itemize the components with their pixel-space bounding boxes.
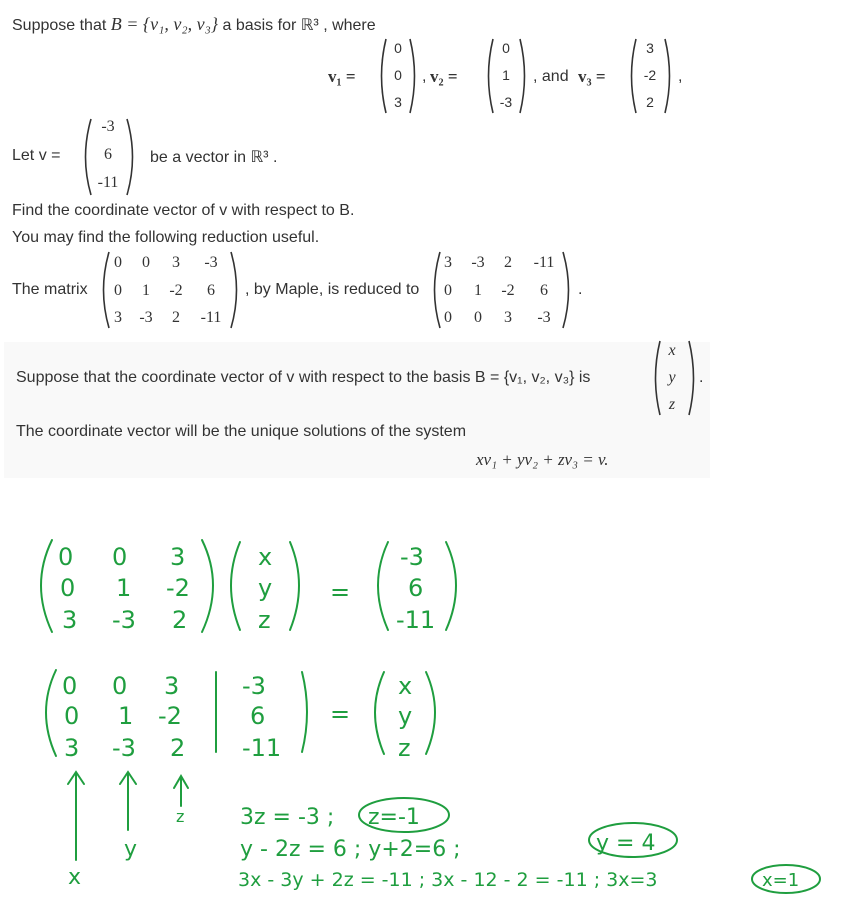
vector-v-entry: 6 <box>104 146 112 163</box>
hint-text: You may find the following reduction useful. <box>12 229 320 246</box>
reduced-cell: 2 <box>504 254 512 271</box>
hand-entry: 1 <box>116 574 132 602</box>
v1-entry: 3 <box>394 94 402 110</box>
arrow <box>68 772 84 860</box>
v1-label: v₁ = <box>328 67 356 86</box>
reduced-cell: -2 <box>501 282 515 299</box>
basis-definition: B = {v₁, v₂, v₃} <box>110 14 219 34</box>
matrix-cell: 0 <box>114 254 122 271</box>
v3-separator: , <box>678 68 683 85</box>
hand-rhs: -3 <box>242 672 266 700</box>
hand-entry: 0 <box>112 672 128 700</box>
hand-var: z <box>398 734 411 762</box>
hand-entry: 3 <box>64 734 80 762</box>
hand-paren <box>426 672 435 754</box>
reduced-cell: 0 <box>444 309 452 326</box>
reduction-middle: , by Maple, is reduced to <box>245 281 420 298</box>
reduction-suffix: . <box>578 281 583 298</box>
hand-var: z <box>258 606 271 634</box>
matrix-cell: 3 <box>172 254 180 271</box>
matrix-cell: 1 <box>142 282 150 299</box>
hand-paren <box>302 672 307 752</box>
step-1: 3z = -3 ; <box>240 805 335 830</box>
hand-var: x <box>398 672 413 700</box>
v2-label: v₂ = <box>430 67 458 86</box>
v2-entry: -3 <box>499 94 513 110</box>
answer-y: y = 4 <box>596 831 656 856</box>
hand-entry: 3 <box>170 543 186 571</box>
hand-var: x <box>258 543 273 571</box>
hand-entry: -2 <box>158 702 182 730</box>
arrow-label-x: x <box>68 865 82 890</box>
arrow <box>174 776 188 806</box>
reduction-prefix: The matrix <box>12 281 88 298</box>
matrix-cell: -11 <box>200 309 222 326</box>
hand-entry: 2 <box>170 734 186 762</box>
vector-v-suffix: be a vector in ℝ³ . <box>150 149 278 166</box>
answer-x: x=1 <box>762 870 800 891</box>
v3-entry: 3 <box>646 40 654 56</box>
hand-entry: 2 <box>172 606 188 634</box>
hand-entry: -3 <box>112 606 136 634</box>
hand-entry: 1 <box>118 702 134 730</box>
v3-label: v₃ = <box>578 67 606 86</box>
hand-paren <box>446 542 456 630</box>
hand-rhs: -3 <box>400 543 424 571</box>
hand-var: y <box>398 702 413 730</box>
intro-text-after: a basis for ℝ³ , where <box>222 17 376 34</box>
reduced-cell: 1 <box>474 282 482 299</box>
hand-entry: -2 <box>166 574 190 602</box>
hand-entry: 0 <box>62 672 78 700</box>
reduced-cell: -11 <box>533 254 555 271</box>
arrow-label-y: y <box>124 837 138 862</box>
reduced-cell: -3 <box>537 309 551 326</box>
hand-entry: 0 <box>112 543 128 571</box>
hand-var: y <box>258 574 273 602</box>
v1-separator: , <box>422 68 427 85</box>
intro-text-before: Suppose that <box>12 17 107 34</box>
v2-entry: 0 <box>502 40 510 56</box>
system-equation: xv₁ + yv₂ + zv₃ = v. <box>476 450 609 469</box>
hand-paren <box>41 540 52 632</box>
v2-entry: 1 <box>502 67 510 83</box>
vector-v-prefix: Let v = <box>12 147 61 164</box>
reduced-cell: 0 <box>444 282 452 299</box>
v1-entry: 0 <box>394 40 402 56</box>
matrix-cell: 6 <box>207 282 215 299</box>
matrix-cell: 0 <box>114 282 122 299</box>
arrow-label-z: z <box>176 807 185 826</box>
arrow <box>120 772 136 830</box>
find-instruction: Find the coordinate vector of v with respect to B. <box>12 202 355 219</box>
hand-equals: = <box>330 578 351 606</box>
hand-entry: 0 <box>58 543 74 571</box>
matrix-cell: -3 <box>139 309 153 326</box>
hand-entry: 0 <box>60 574 76 602</box>
v1-entry: 0 <box>394 67 402 83</box>
matrix-cell: 3 <box>114 309 122 326</box>
coord-entry: z <box>668 396 676 413</box>
reduced-cell: 3 <box>504 309 512 326</box>
coord-suffix: . <box>699 369 704 386</box>
hand-entry: 0 <box>64 702 80 730</box>
hand-entry: 3 <box>164 672 180 700</box>
hand-paren <box>202 540 213 632</box>
reduced-cell: 0 <box>474 309 482 326</box>
matrix-cell: -2 <box>169 282 183 299</box>
matrix-cell: -3 <box>204 254 218 271</box>
hand-paren <box>290 542 299 630</box>
hand-paren <box>375 672 384 754</box>
matrix-cell: 2 <box>172 309 180 326</box>
answer-z: z=-1 <box>368 805 420 830</box>
reduced-cell: 6 <box>540 282 548 299</box>
hand-rhs: -11 <box>396 606 436 634</box>
hand-entry: -3 <box>112 734 136 762</box>
matrix-cell: 0 <box>142 254 150 271</box>
system-text: The coordinate vector will be the unique solutions of the system <box>16 423 467 440</box>
coord-text: Suppose that the coordinate vector of v with respect to the basis B = {v₁, v₂, v₃} is <box>16 369 591 386</box>
hand-rhs: 6 <box>408 574 424 602</box>
step-2: y - 2z = 6 ; y+2=6 ; <box>240 837 461 862</box>
v2-separator: , and <box>533 68 569 85</box>
coord-entry: x <box>668 342 676 359</box>
hand-entry: 3 <box>62 606 78 634</box>
reduced-cell: -3 <box>471 254 485 271</box>
reduced-cell: 3 <box>444 254 452 271</box>
v3-entry: -2 <box>643 67 657 83</box>
vector-v-entry: -11 <box>97 174 119 191</box>
hand-paren <box>378 542 388 630</box>
hand-equals: = <box>330 700 351 728</box>
hand-rhs: -11 <box>242 734 282 762</box>
hand-paren <box>46 670 56 756</box>
hand-rhs: 6 <box>250 702 266 730</box>
v3-entry: 2 <box>646 94 654 110</box>
vector-v-entry: -3 <box>101 118 115 135</box>
step-3: 3x - 3y + 2z = -11 ; 3x - 12 - 2 = -11 ; 3x=3 <box>238 869 658 891</box>
hand-paren <box>231 542 240 630</box>
coord-entry: y <box>668 369 676 386</box>
